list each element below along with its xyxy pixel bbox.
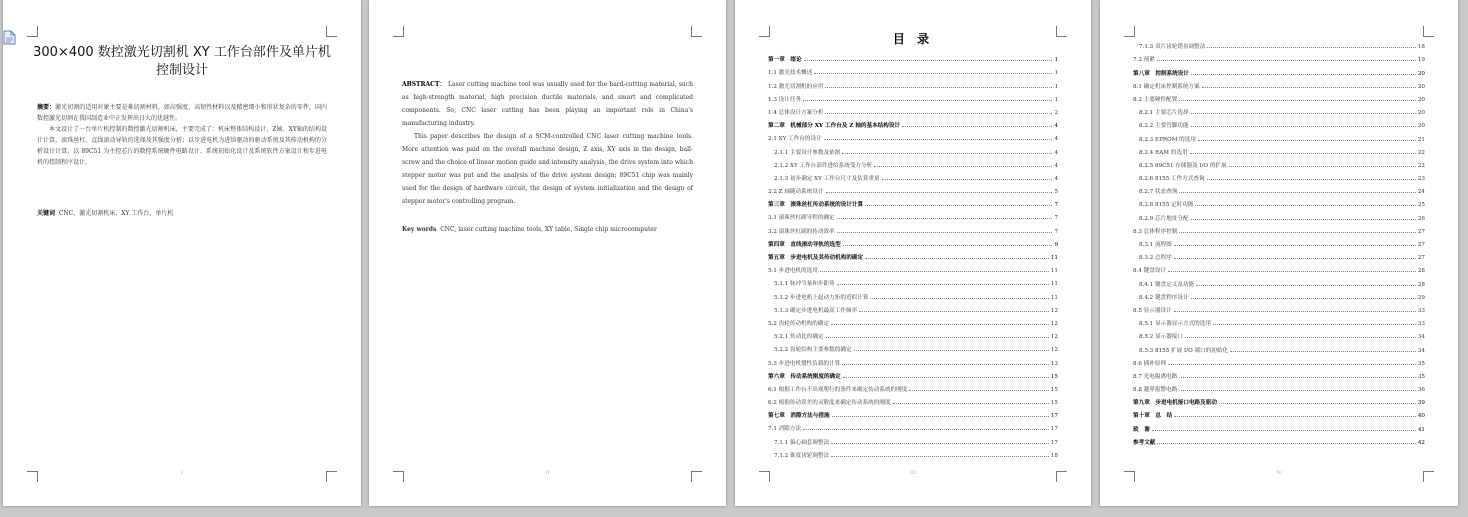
toc-entry-page: 19 xyxy=(1417,57,1425,64)
toc-entry[interactable] xyxy=(1133,129,1425,142)
toc-entry-text: 5.1 步进电机的选用 xyxy=(768,268,818,275)
toc-entry-page: 27 xyxy=(1417,255,1425,262)
toc-leader-dots xyxy=(1179,377,1416,378)
toc-entry-text: 第一章 绪论 xyxy=(768,57,802,64)
toc-leader-dots xyxy=(842,153,1052,154)
keywords-text: CNC, laser cutting machine tools, XY table, Single chip microcomputer xyxy=(440,226,657,233)
toc-entry[interactable] xyxy=(768,116,1058,129)
toc-entry-text: 8.7 光电隔离电路 xyxy=(1133,373,1178,380)
toc-entry-text: 7.1 消隙方法 xyxy=(768,426,802,433)
toc-entry-text: 5.2.1 传动比的确定 xyxy=(774,334,824,341)
toc-entry-page: 4 xyxy=(1054,162,1058,169)
toc-entry-page: 20 xyxy=(1417,83,1425,90)
toc-entry-text: 8.2.3 EPROM 的选用 xyxy=(1139,136,1196,143)
toc-entry[interactable] xyxy=(768,287,1058,300)
toc-entry-page: 1 xyxy=(1054,57,1058,64)
toc-leader-dots xyxy=(1179,232,1416,233)
toc-entry-page: 17 xyxy=(1050,439,1058,446)
toc-entry-page: 42 xyxy=(1417,439,1425,446)
toc-entry[interactable] xyxy=(768,76,1058,89)
toc-leader-dots xyxy=(826,337,1049,338)
toc-entry[interactable] xyxy=(1133,327,1425,340)
toc-entry[interactable] xyxy=(1133,235,1425,248)
toc-entry[interactable] xyxy=(1133,274,1425,287)
toc-leader-dots xyxy=(831,324,1049,325)
page-number: III xyxy=(910,470,916,476)
toc-entry-text: 5.3 步进电机惯性负载的计算 xyxy=(768,360,841,367)
toc-entry-page: 11 xyxy=(1050,294,1058,301)
toc-entry-text: 8.2.9 芯片地址分配 xyxy=(1139,215,1189,222)
toc-entry[interactable] xyxy=(1133,406,1425,419)
thesis-title xyxy=(23,44,341,80)
toc-entry[interactable] xyxy=(1133,288,1425,301)
thesis-title-line2: 控制设计 xyxy=(155,63,208,78)
toc-list xyxy=(768,50,1058,459)
toc-entry-page: 27 xyxy=(1417,228,1425,235)
toc-leader-dots xyxy=(909,390,1049,391)
toc-leader-dots xyxy=(1174,258,1416,259)
toc-entry-page: 28 xyxy=(1417,281,1425,288)
toc-leader-dots xyxy=(1195,205,1415,206)
toc-entry-page: 27 xyxy=(1417,242,1425,248)
toc-entry[interactable] xyxy=(768,419,1058,432)
toc-entry-text: 7.1.2 锥度齿轮调整法 xyxy=(774,452,830,459)
toc-entry-text: 8.2.4 RAM 的选用 xyxy=(1139,149,1188,156)
toc-entry-text: 5.1.3 确定步进电机最高工作频率 xyxy=(774,307,858,314)
toc-leader-dots xyxy=(874,166,1052,167)
page-number: IV xyxy=(1276,470,1282,476)
toc-entry-text: 5.1.1 脉冲当量和步距角 xyxy=(774,281,835,288)
toc-title: 目 录 xyxy=(892,32,934,46)
toc-entry-text: 参考文献 xyxy=(1133,439,1156,446)
toc-entry-text: 8.5.1 显示器显示方式的选用 xyxy=(1139,321,1211,328)
toc-entry-page: 35 xyxy=(1417,373,1425,380)
toc-entry-page: 15 xyxy=(1050,373,1058,380)
toc-leader-dots xyxy=(831,456,1049,457)
toc-entry-text: 8.3 总体程序控制 xyxy=(1133,228,1178,235)
toc-entry[interactable] xyxy=(768,353,1058,366)
toc-entry-text: 1.1 激光技术概述 xyxy=(768,70,813,77)
toc-leader-dots xyxy=(1190,153,1416,154)
toc-entry-text: 1.4 总体设计方案分析 xyxy=(768,109,824,116)
toc-entry-page: 17 xyxy=(1050,426,1058,433)
toc-leader-dots xyxy=(1207,179,1416,180)
toc-entry-text: 7.1.1 偏心轴套调整法 xyxy=(774,439,830,446)
toc-entry-page: 40 xyxy=(1417,413,1425,420)
toc-entry-text: 2.1.1 主要设计参数及依据 xyxy=(774,149,841,156)
toc-entry[interactable] xyxy=(768,248,1058,261)
document-icon[interactable] xyxy=(3,30,16,45)
toc-entry-page: 33 xyxy=(1417,307,1425,314)
toc-entry[interactable] xyxy=(1133,261,1425,274)
crop-mark xyxy=(1124,26,1135,37)
toc-entry[interactable] xyxy=(768,90,1058,103)
toc-leader-dots xyxy=(1157,443,1415,444)
toc-entry-text: 5.2 齿轮传动机构的确定 xyxy=(768,320,830,327)
toc-leader-dots xyxy=(1168,364,1416,365)
toc-entry-text: 第三章 滚珠丝杠传动系统的设计计算 xyxy=(768,202,864,209)
toc-entry-text: 7.1.3 双片齿轮错齿调整法 xyxy=(1139,44,1206,51)
toc-entry[interactable] xyxy=(768,195,1058,208)
toc-leader-dots xyxy=(832,416,1049,417)
toc-entry[interactable] xyxy=(1133,37,1425,50)
toc-entry[interactable] xyxy=(1133,419,1425,432)
toc-leader-dots xyxy=(803,429,1049,430)
toc-entry[interactable] xyxy=(768,446,1058,459)
toc-entry-text: 3.2 滚珠丝杠副的传动效率 xyxy=(768,228,835,235)
toc-leader-dots xyxy=(1168,271,1416,272)
toc-leader-dots xyxy=(865,258,1049,259)
toc-entry-page: 9 xyxy=(1054,241,1058,248)
toc-entry-text: 8.6 插补原理 xyxy=(1133,360,1167,367)
toc-entry[interactable] xyxy=(1133,156,1425,169)
toc-entry-page: 12 xyxy=(1050,320,1058,327)
toc-entry-page: 7 xyxy=(1054,228,1058,235)
toc-leader-dots xyxy=(843,245,1053,246)
toc-entry-text: 2.1.2 XY 工作台部件进给系统受力分析 xyxy=(774,162,873,169)
toc-entry-page: 29 xyxy=(1417,294,1425,301)
toc-entry-text: 8.5 显示器设计 xyxy=(1133,307,1172,314)
toc-entry-page: 33 xyxy=(1417,321,1425,328)
toc-entry[interactable] xyxy=(768,142,1058,155)
toc-entry-text: 8.2.2 主要管脚功能 xyxy=(1139,123,1189,130)
toc-entry[interactable] xyxy=(768,221,1058,234)
toc-entry[interactable] xyxy=(768,182,1058,195)
toc-entry-text: 第八章 控制系统设计 xyxy=(1133,70,1189,77)
toc-leader-dots xyxy=(837,232,1053,233)
toc-leader-dots xyxy=(804,60,1053,61)
toc-entry-page: 34 xyxy=(1417,347,1425,354)
toc-entry-text: 1.3 设计任务 xyxy=(768,96,802,103)
toc-leader-dots xyxy=(1191,219,1416,220)
toc-entry[interactable] xyxy=(768,274,1058,287)
toc-entry[interactable] xyxy=(768,301,1058,314)
toc-entry-text: 8.2.1 主要芯片选择 xyxy=(1139,110,1189,117)
toc-entry-page: 1 xyxy=(1054,70,1058,77)
toc-entry-page: 4 xyxy=(1054,149,1058,156)
toc-entry-text: 8.2.6 8155 工作方式查询 xyxy=(1139,176,1205,183)
toc-leader-dots xyxy=(1179,192,1415,193)
toc-leader-dots xyxy=(1219,403,1416,404)
page-english-abstract xyxy=(369,0,726,506)
toc-leader-dots xyxy=(837,218,1053,219)
toc-leader-dots xyxy=(893,403,1049,404)
toc-entry-text: 2.1.3 初步确定 XY 工作台尺寸及估算重量 xyxy=(774,175,880,182)
toc-entry-text: 8.3.2 总程序 xyxy=(1139,255,1172,262)
toc-entry-page: 36 xyxy=(1417,387,1425,394)
toc-entry[interactable] xyxy=(1133,50,1425,63)
toc-entry-text: 6.1 根据工作台不出现爬行的条件来确定传动系统的刚度 xyxy=(768,386,908,393)
toc-entry-page: 1 xyxy=(1054,96,1058,103)
toc-leader-dots xyxy=(1202,87,1416,88)
toc-entry-page: 13 xyxy=(1050,360,1058,367)
toc-entry[interactable] xyxy=(1133,182,1425,195)
toc-entry-text: 第七章 消隙方法与措施 xyxy=(768,413,830,420)
toc-entry-page: 35 xyxy=(1417,360,1425,367)
toc-entry-page: 25 xyxy=(1417,202,1425,209)
abstract-paragraph-1: Laser cutting machine tool was usually used for the hard-cutting material, such as high-strength material, high precision ductile materials, and smart and complicated components. So, CNC laser cutting has been playing an important role in China's manufacturing industry. xyxy=(402,81,693,127)
toc-entry-text: 第六章 传动系统刚度的确定 xyxy=(768,373,841,380)
toc-entry-text: 7.2 预紧 xyxy=(1133,57,1155,64)
english-keywords xyxy=(402,224,693,235)
toc-entry-page: 15 xyxy=(1050,386,1058,393)
toc-entry[interactable] xyxy=(768,380,1058,393)
toc-entry[interactable] xyxy=(768,169,1058,182)
toc-leader-dots xyxy=(1191,74,1416,75)
toc-entry[interactable] xyxy=(768,340,1058,353)
toc-entry[interactable] xyxy=(1133,367,1425,380)
toc-entry-text: 8.4.1 键盘定义及功能 xyxy=(1139,281,1195,288)
abstract-paragraph-2: 本文设计了一台单片机控制的数控激光切割机床，主要完成了：机床整体结构设计，Z轴、XY轴的结构设计计算，滚珠丝杠、直线滚动导轨的选择及其强度分析；以步进电机为进给驱动的驱动系统及其传动机构的分析设计计算，以 89C51 为主控芯片的数控系统硬件电路设计、系统初始化设计及系统软件方案设计和步进电机的控制程序设计。 xyxy=(37,126,327,166)
toc-entry[interactable] xyxy=(768,367,1058,380)
toc-entry[interactable] xyxy=(1133,169,1425,182)
toc-entry[interactable] xyxy=(1133,77,1425,90)
toc-leader-dots xyxy=(1191,298,1416,299)
abstract-paragraph-2: This paper describes the design of a SCM-controlled CNC laser cutting machine tools. More attention was paid on the overall machine design, Z axis, XY axis in the design, ball-screw and the choice of linear motion guide and intensity analysis, the drive system into which stepper motor was put and the analysis of the drive system design; 89C51 chip was mainly used for the design of hardware circuit, the design of system initialization and the design of stepper motor's controlling program. xyxy=(402,133,693,205)
toc-entry-page: 20 xyxy=(1417,70,1425,77)
toc-entry-page: 15 xyxy=(1050,400,1058,407)
toc-list xyxy=(1133,37,1425,446)
toc-entry-text: 8.2 主要硬件配置 xyxy=(1133,96,1178,103)
toc-entry-page: 28 xyxy=(1417,268,1425,275)
toc-entry-page: 12 xyxy=(1050,334,1058,341)
abstract-label: 摘要： xyxy=(37,104,56,111)
toc-leader-dots xyxy=(825,87,1052,88)
toc-entry[interactable] xyxy=(768,393,1058,406)
toc-leader-dots xyxy=(1157,60,1416,61)
toc-entry-page: 20 xyxy=(1417,110,1425,117)
page-chinese-abstract xyxy=(3,0,361,506)
toc-entry-page: 18 xyxy=(1050,452,1058,459)
toc-leader-dots xyxy=(865,205,1052,206)
toc-entry-page: 34 xyxy=(1417,334,1425,341)
toc-entry[interactable] xyxy=(1133,301,1425,314)
toc-entry[interactable] xyxy=(768,103,1058,116)
keywords-label: Key words xyxy=(402,226,437,233)
toc-leader-dots xyxy=(1152,430,1416,431)
toc-entry-text: 8.8 越界报警电路 xyxy=(1133,387,1178,394)
thesis-title-line1: 300×400 数控激光切割机 XY 工作台部件及单片机 xyxy=(33,45,331,60)
toc-leader-dots xyxy=(1207,47,1416,48)
crop-mark xyxy=(691,26,702,37)
toc-entry-text: 第四章 直线滚动导轨的选型 xyxy=(768,241,841,248)
toc-entry-page: 39 xyxy=(1417,400,1425,407)
toc-entry-page: 41 xyxy=(1417,426,1425,433)
toc-leader-dots xyxy=(825,113,1052,114)
keywords-text: CNC，激光切割机床，XY 工作台，单片机 xyxy=(58,210,174,217)
toc-entry-text: 2.1 XY 工作台的设计 xyxy=(768,136,822,143)
toc-entry-page: 22 xyxy=(1417,149,1425,156)
toc-entry[interactable] xyxy=(1133,248,1425,261)
toc-entry-text: 第九章 步进电机接口电路及驱动 xyxy=(1133,400,1217,407)
toc-leader-dots xyxy=(1191,126,1416,127)
toc-entry[interactable] xyxy=(1133,195,1425,208)
toc-entry-page: 4 xyxy=(1054,123,1058,130)
toc-entry[interactable] xyxy=(768,406,1058,419)
page-number: I xyxy=(181,470,183,476)
toc-entry-page: 7 xyxy=(1054,215,1058,222)
toc-entry-page: 17 xyxy=(1050,413,1058,420)
toc-entry-text: 8.3.1 流程图 xyxy=(1139,242,1172,248)
toc-leader-dots xyxy=(870,298,1049,299)
toc-leader-dots xyxy=(1174,245,1416,246)
toc-entry-text: 8.5.2 显示器接口 xyxy=(1139,334,1183,341)
page-toc-2 xyxy=(1100,0,1458,506)
toc-entry-text: 8.2.8 8155 定时功能 xyxy=(1139,202,1194,209)
toc-leader-dots xyxy=(902,126,1052,127)
toc-leader-dots xyxy=(803,100,1052,101)
toc-entry-text: 致 谢 xyxy=(1133,426,1150,433)
toc-entry-page: 12 xyxy=(1050,307,1058,314)
toc-entry-page: 22 xyxy=(1417,162,1425,169)
toc-entry-page: 11 xyxy=(1050,281,1058,288)
toc-entry-page: 20 xyxy=(1417,123,1425,130)
crop-mark xyxy=(326,26,337,37)
toc-entry[interactable] xyxy=(1133,103,1425,116)
toc-entry-text: 第五章 步进电机及其传动机构的确定 xyxy=(768,255,864,261)
toc-leader-dots xyxy=(1229,166,1416,167)
toc-entry[interactable] xyxy=(1133,340,1425,353)
toc-entry[interactable] xyxy=(1133,63,1425,76)
toc-entry-text: 第二章 机械部分 XY 工作台及 Z 轴的基本结构设计 xyxy=(768,123,901,130)
toc-leader-dots xyxy=(1213,324,1416,325)
crop-mark xyxy=(393,26,404,37)
toc-entry[interactable] xyxy=(1133,90,1425,103)
toc-entry[interactable] xyxy=(1133,222,1425,235)
toc-leader-dots xyxy=(854,350,1049,351)
toc-entry[interactable] xyxy=(1133,116,1425,129)
chinese-keywords xyxy=(37,208,327,219)
toc-entry-page: 24 xyxy=(1417,189,1425,196)
toc-entry[interactable] xyxy=(1133,354,1425,367)
toc-leader-dots xyxy=(820,271,1049,272)
toc-entry[interactable] xyxy=(1133,314,1425,327)
toc-entry[interactable] xyxy=(768,327,1058,340)
toc-leader-dots xyxy=(1196,285,1416,286)
toc-entry-text: 2.2 Z 轴随动系统设计 xyxy=(768,189,824,196)
toc-entry-text: 8.1 确定机床控制系统方案 xyxy=(1133,83,1200,90)
toc-entry[interactable] xyxy=(768,235,1058,248)
toc-leader-dots xyxy=(1179,100,1416,101)
toc-entry-page: 20 xyxy=(1417,96,1425,103)
toc-entry-text: 8.2.5 89C51 存储器及 I/O 的扩展 xyxy=(1139,162,1227,169)
toc-entry-text: 第十章 总 结 xyxy=(1133,413,1173,420)
toc-entry-page: 11 xyxy=(1050,268,1058,275)
toc-entry[interactable] xyxy=(1133,380,1425,393)
toc-entry-page: 23 xyxy=(1417,176,1425,183)
toc-entry[interactable] xyxy=(1133,393,1425,406)
toc-entry-page: 4 xyxy=(1054,136,1058,143)
toc-entry-text: 1.2 激光切割机的应用 xyxy=(768,83,824,90)
toc-entry-page: 2 xyxy=(1054,109,1058,116)
toc-entry-page: 26 xyxy=(1417,215,1425,222)
toc-entry[interactable] xyxy=(1133,208,1425,221)
toc-entry-text: 8.2.7 状态查询 xyxy=(1139,189,1178,196)
toc-leader-dots xyxy=(1230,351,1416,352)
page-toc-1 xyxy=(735,0,1091,506)
toc-entry-text: 3.1 滚珠丝杠副导程的确定 xyxy=(768,215,835,222)
toc-leader-dots xyxy=(1198,140,1416,141)
toc-entry-text: 6.2 根据传动误差的灵敏度来确定传动系统的刚度 xyxy=(768,400,891,407)
toc-entry[interactable] xyxy=(768,63,1058,76)
abstract-label: ABSTRACT： xyxy=(402,81,446,88)
toc-leader-dots xyxy=(882,179,1053,180)
toc-entry-page: 18 xyxy=(1417,44,1425,51)
toc-leader-dots xyxy=(842,364,1049,365)
toc-entry-page: 21 xyxy=(1417,136,1425,143)
toc-entry-text: 8.4 键盘设计 xyxy=(1133,268,1167,275)
toc-leader-dots xyxy=(1191,113,1416,114)
toc-leader-dots xyxy=(1174,416,1416,417)
toc-leader-dots xyxy=(837,284,1049,285)
toc-entry-page: 7 xyxy=(1054,202,1058,209)
page-number: II xyxy=(545,470,550,476)
toc-entry-text: 5.1.2 步进电机上起动力矩的近似计算 xyxy=(774,294,869,301)
toc-entry[interactable] xyxy=(768,261,1058,274)
toc-entry[interactable] xyxy=(1133,143,1425,156)
keywords-label: 关键词 xyxy=(37,210,56,217)
toc-leader-dots xyxy=(859,311,1049,312)
toc-leader-dots xyxy=(814,73,1052,74)
crop-mark xyxy=(27,26,38,37)
crop-mark xyxy=(1423,26,1434,37)
toc-entry-page: 11 xyxy=(1050,255,1058,261)
chinese-abstract xyxy=(37,102,327,168)
toc-entry[interactable] xyxy=(768,314,1058,327)
toc-entry-text: 8.4.2 键盘程序设计 xyxy=(1139,294,1189,301)
toc-leader-dots xyxy=(1185,337,1416,338)
toc-entry[interactable] xyxy=(768,156,1058,169)
abstract-paragraph-1: 激光切割的适用对象主要是难切割材料，如高强度、高韧性材料以及精密细小和形状复杂的零件，国内数控激光切割在我国制造业中正发挥出日大的优越性。 xyxy=(37,104,327,122)
toc-entry[interactable] xyxy=(768,50,1058,63)
toc-entry[interactable] xyxy=(1133,433,1425,446)
toc-leader-dots xyxy=(824,139,1053,140)
toc-entry[interactable] xyxy=(768,208,1058,221)
toc-entry-page: 5 xyxy=(1054,189,1058,196)
toc-leader-dots xyxy=(826,192,1053,193)
toc-entry[interactable] xyxy=(768,432,1058,445)
toc-entry-page: 4 xyxy=(1054,175,1058,182)
toc-entry-text: 8.5.3 8155 扩展 I/O 端口的初始化 xyxy=(1139,347,1229,354)
english-abstract xyxy=(402,78,693,208)
toc-leader-dots xyxy=(843,377,1049,378)
toc-entry-page: 1 xyxy=(1054,83,1058,90)
toc-leader-dots xyxy=(1179,390,1416,391)
toc-entry-page: 12 xyxy=(1050,347,1058,354)
toc-entry[interactable] xyxy=(768,129,1058,142)
toc-entry-text: 5.2.2 齿轮结构主要参数的确定 xyxy=(774,347,852,354)
toc-leader-dots xyxy=(831,443,1049,444)
toc-leader-dots xyxy=(1174,311,1416,312)
